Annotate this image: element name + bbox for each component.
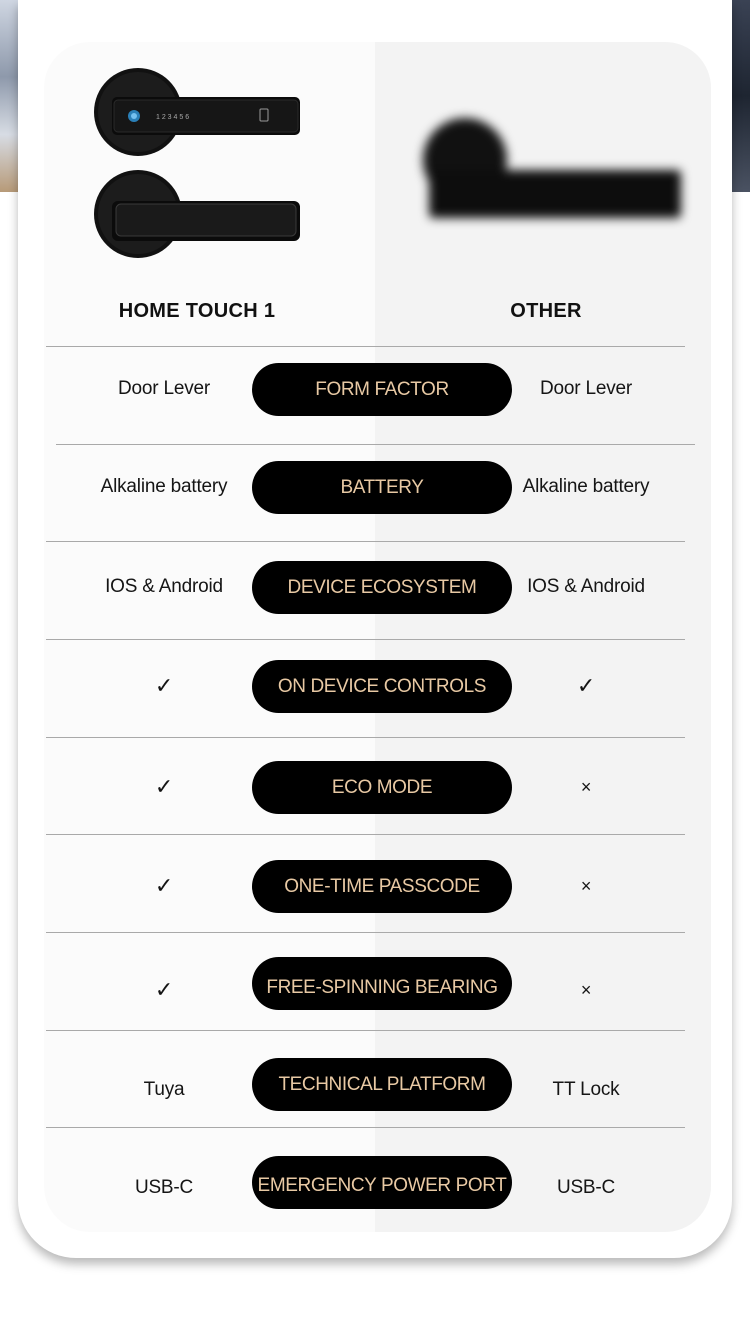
cross-icon: × (580, 979, 592, 1000)
divider (46, 541, 685, 542)
comparison-panel (44, 42, 711, 1232)
divider (46, 346, 685, 347)
keypad-digits: 1 2 3 4 5 6 (156, 114, 190, 121)
comparison-row-on-device-controls (44, 660, 711, 720)
smart-lock-keypad-image (94, 66, 304, 158)
feature-pill: FREE-SPINNING BEARING (252, 957, 512, 1010)
feature-pill: BATTERY (252, 461, 512, 514)
home-value: Tuya (143, 1079, 185, 1100)
feature-pill: ECO MODE (252, 761, 512, 814)
comparison-row-ecosystem (44, 561, 711, 621)
comparison-row-eco-mode (44, 761, 711, 821)
feature-pill: TECHNICAL PLATFORM (252, 1058, 512, 1111)
home-value: Door Lever (118, 378, 210, 399)
home-touch-column-title: HOME TOUCH 1 (118, 300, 276, 322)
cross-icon: × (580, 776, 592, 797)
home-value: Alkaline battery (100, 476, 228, 497)
divider (46, 932, 685, 933)
check-icon: ✓ (154, 977, 174, 1002)
other-value: TT Lock (552, 1079, 620, 1100)
other-column-title: OTHER (510, 300, 582, 322)
other-value: Alkaline battery (522, 476, 650, 497)
home-value: IOS & Android (105, 576, 223, 597)
comparison-row-one-time-passcode (44, 860, 711, 920)
feature-pill: EMERGENCY POWER PORT (252, 1156, 512, 1209)
divider (46, 834, 685, 835)
divider (46, 639, 685, 640)
other-value: Door Lever (540, 378, 632, 399)
check-icon: ✓ (154, 774, 174, 799)
feature-pill: ONE-TIME PASSCODE (252, 860, 512, 913)
other-value: USB-C (556, 1177, 616, 1198)
comparison-row-emergency-power-port (44, 1156, 711, 1216)
comparison-row-battery (44, 461, 711, 521)
competitor-lock-image (419, 114, 684, 226)
comparison-row-free-spinning-bearing (44, 957, 711, 1017)
divider (46, 1030, 685, 1031)
divider (46, 737, 685, 738)
check-icon: ✓ (154, 873, 174, 898)
cross-icon: × (580, 875, 592, 896)
smart-lock-back-image (94, 168, 304, 260)
other-value: IOS & Android (527, 576, 645, 597)
feature-pill: ON DEVICE CONTROLS (252, 660, 512, 713)
check-icon: ✓ (576, 673, 596, 698)
comparison-row-form-factor (44, 363, 711, 423)
divider (46, 1127, 685, 1128)
check-icon: ✓ (154, 673, 174, 698)
comparison-row-technical-platform (44, 1058, 711, 1118)
feature-pill: FORM FACTOR (252, 363, 512, 416)
divider (56, 444, 695, 445)
home-value: USB-C (134, 1177, 194, 1198)
feature-pill: DEVICE ECOSYSTEM (252, 561, 512, 614)
